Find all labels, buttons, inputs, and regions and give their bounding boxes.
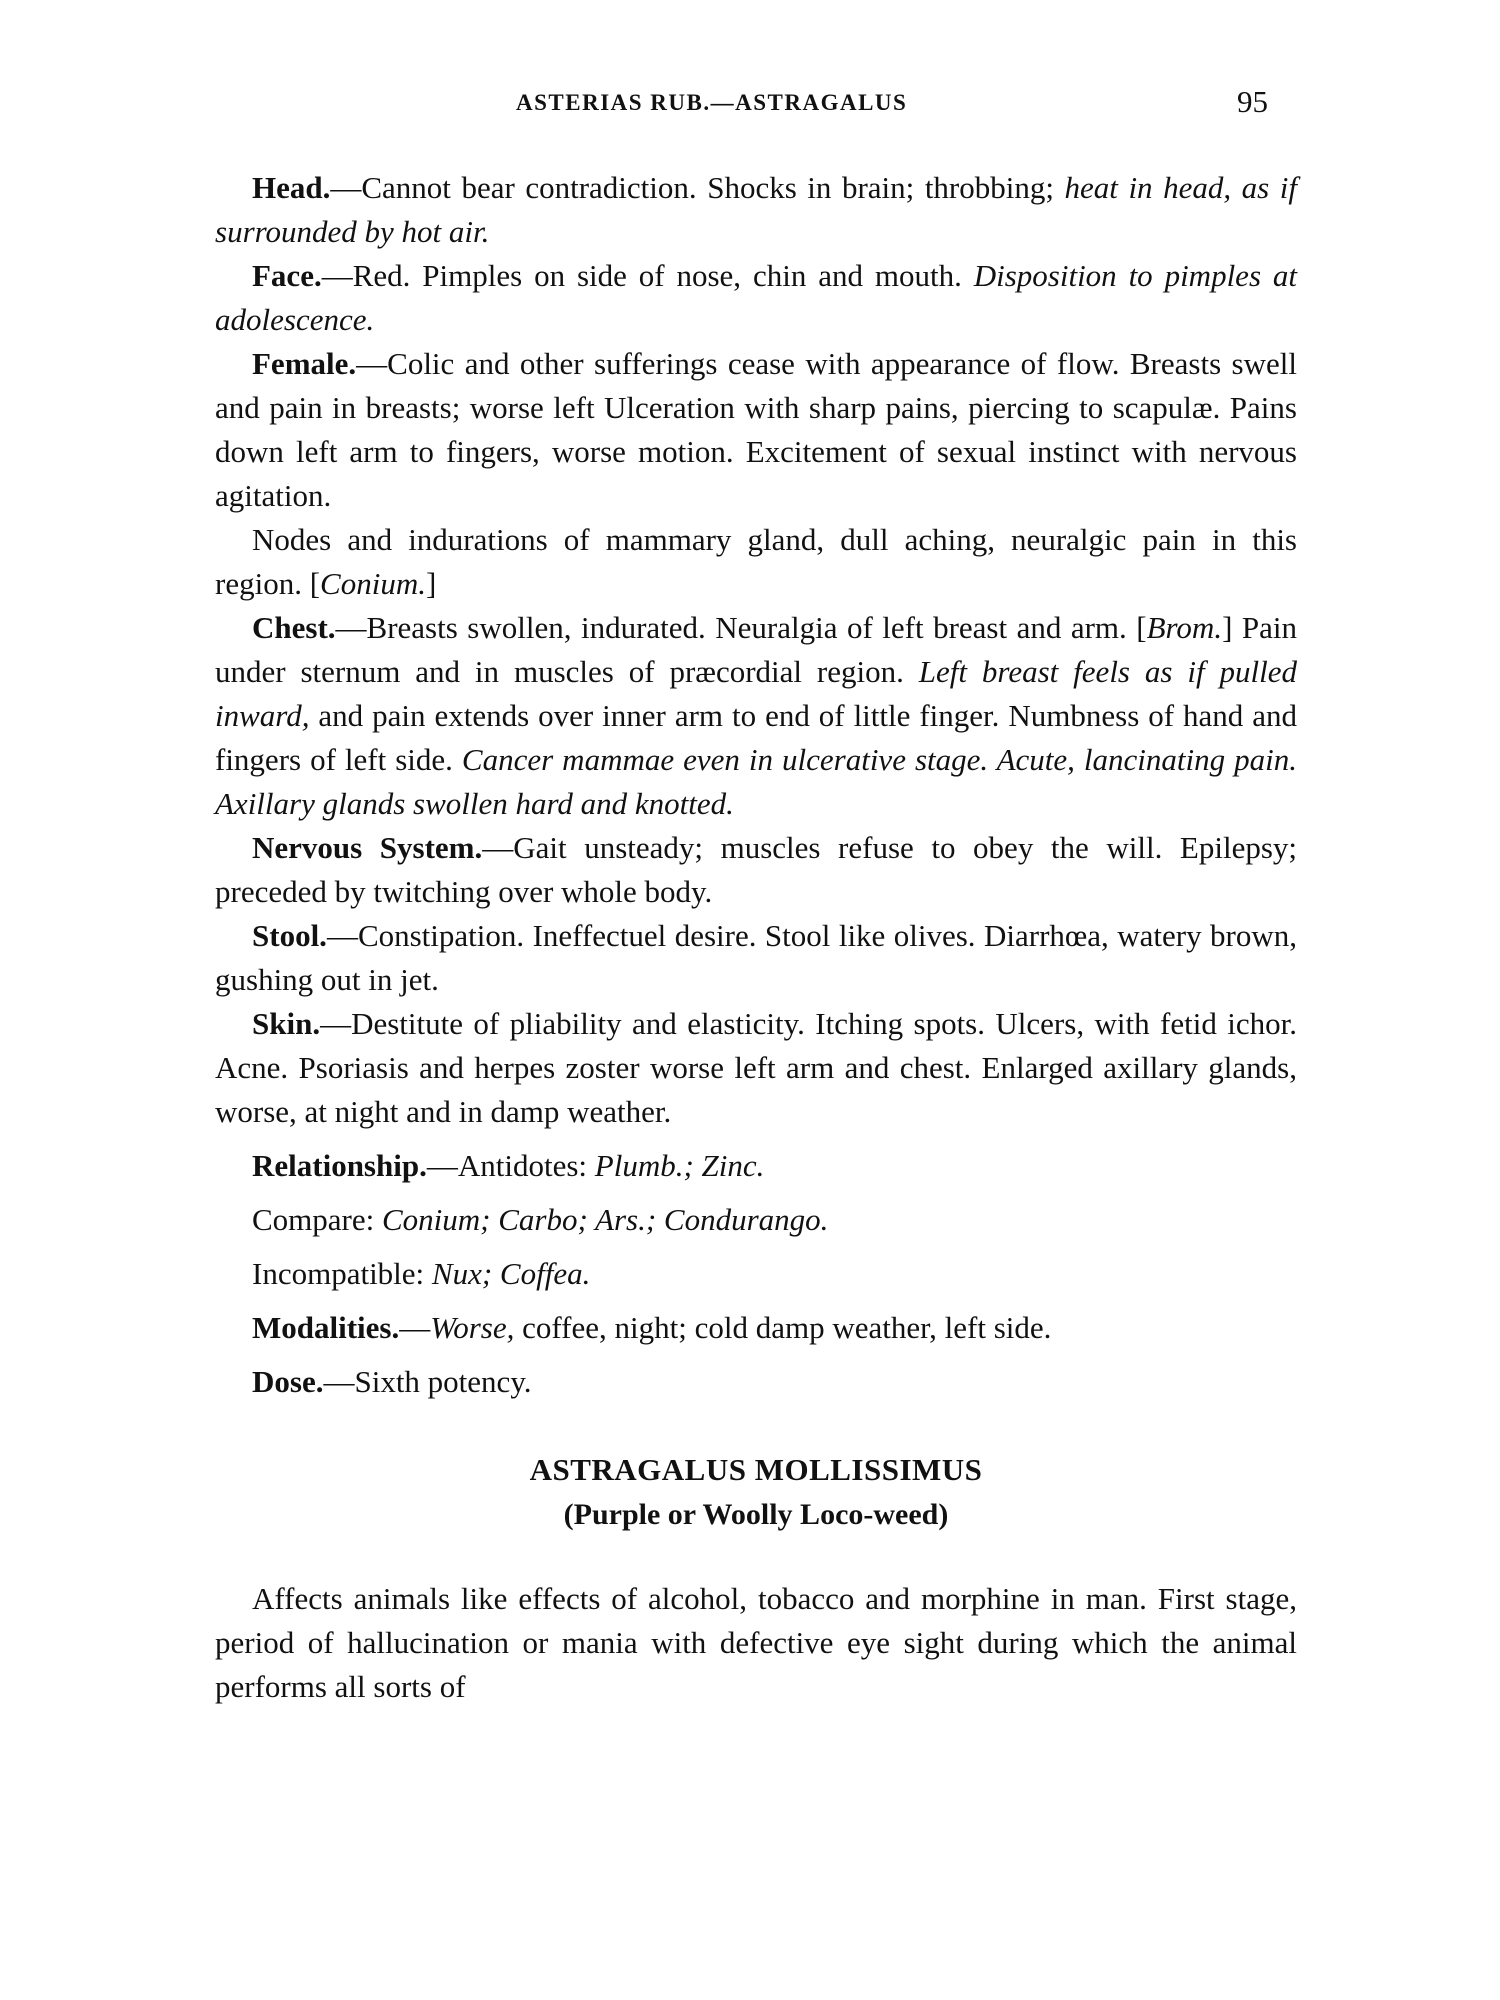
face-italic: Disposition to pimples at adolescence. — [215, 258, 1297, 337]
paragraph-modalities — [215, 1306, 1297, 1350]
paragraph-stool — [215, 914, 1297, 1002]
nodes-end: ] — [425, 566, 437, 601]
chest-text-3: and pain extends over inner arm to end of little finger. Numbness of hand and fingers of left side. — [215, 698, 1297, 777]
section-label-face: Face. — [252, 258, 322, 293]
paragraph-chest — [215, 606, 1297, 826]
paragraph-incompatible — [215, 1252, 1297, 1296]
paragraph-relationship — [215, 1144, 1297, 1188]
remedy-heading — [215, 1448, 1297, 1537]
incompatible-italic: Nux; Coffea. — [431, 1256, 591, 1291]
section-label-stool: Stool. — [252, 918, 327, 953]
modalities-text-2: coffee, night; cold damp weather, left side. — [514, 1310, 1052, 1345]
paragraph-astragalus-intro — [215, 1577, 1297, 1709]
section-label-nervous-system: Nervous System. — [252, 830, 483, 865]
chest-text-2: ] Pain under sternum and in muscles of præcordial region. — [215, 610, 1298, 689]
paragraph-nervous-system — [215, 826, 1297, 914]
stool-text: —Constipation. Ineffectuel desire. Stool like olives. Diarrhœa, watery brown, gushing out in jet. — [215, 918, 1297, 997]
nodes-italic: Conium. — [320, 566, 426, 601]
section-label-skin: Skin. — [252, 1006, 321, 1041]
section-label-head: Head. — [252, 170, 331, 205]
section-label-relationship: Relationship. — [252, 1148, 427, 1183]
running-title: ASTERIAS RUB.—ASTRAGALUS — [516, 90, 908, 115]
astragalus-intro-text: Affects animals like effects of alcohol, tobacco and morphine in man. First stage, period of hallucination or mania with defective eye sight during which the animal performs all sorts of — [215, 1581, 1297, 1704]
section-label-chest: Chest. — [252, 610, 336, 645]
compare-italic: Conium; Carbo; Ars.; Condurango. — [382, 1202, 829, 1237]
paragraph-compare — [215, 1198, 1297, 1242]
skin-text: —Destitute of pliability and elasticity. Itching spots. Ulcers, with fetid ichor. Acne. Psoriasis and herpes zoster worse left arm and chest. Enlarged axillary glands, worse, at night and in damp weather. — [215, 1006, 1297, 1129]
relationship-italic: Plumb.; Zinc. — [594, 1148, 765, 1183]
paragraph-head — [215, 166, 1297, 254]
paragraph-female — [215, 342, 1297, 518]
chest-italic-1: Brom. — [1146, 610, 1223, 645]
paragraph-nodes — [215, 518, 1297, 606]
chest-italic-2: Left breast feels as if pulled inward, — [215, 654, 1297, 733]
paragraph-face — [215, 254, 1297, 342]
head-italic: heat in head, as if surrounded by hot air. — [215, 170, 1297, 249]
modalities-italic: Worse, — [430, 1310, 515, 1345]
incompatible-text: Incompatible: — [252, 1256, 432, 1291]
nervous-text: —Gait unsteady; muscles refuse to obey the will. Epilepsy; preceded by twitching over whole body. — [215, 830, 1298, 909]
page-number: 95 — [1237, 84, 1268, 119]
running-head — [0, 84, 1500, 124]
modalities-text-1: — — [399, 1310, 431, 1345]
compare-text: Compare: — [252, 1202, 382, 1237]
chest-text-1: —Breasts swollen, indurated. Neuralgia of left breast and arm. [ — [335, 610, 1147, 645]
face-text: —Red. Pimples on side of nose, chin and mouth. — [321, 258, 974, 293]
dose-text: —Sixth potency. — [323, 1364, 532, 1399]
section-label-dose: Dose. — [252, 1364, 324, 1399]
female-text: —Colic and other sufferings cease with appearance of flow. Breasts swell and pain in breasts; worse left Ulceration with sharp pains, piercing to scapulæ. Pains down left arm to fingers, worse motion. Excitement of sexual instinct with nervous agitation. — [215, 346, 1297, 513]
paragraph-skin — [215, 1002, 1297, 1134]
nodes-text: Nodes and indurations of mammary gland, dull aching, neuralgic pain in this region. [ — [215, 522, 1297, 601]
page-body — [215, 166, 1297, 1709]
section-label-modalities: Modalities. — [252, 1310, 400, 1345]
remedy-title: ASTRAGALUS MOLLISSIMUS — [529, 1452, 983, 1487]
remedy-subtitle: (Purple or Woolly Loco-weed) — [563, 1498, 949, 1531]
paragraph-dose — [215, 1360, 1297, 1404]
head-text: —Cannot bear contradiction. Shocks in brain; throbbing; — [330, 170, 1065, 205]
relationship-text: —Antidotes: — [426, 1148, 595, 1183]
section-label-female: Female. — [252, 346, 357, 381]
chest-italic-3: Cancer mammae even in ulcerative stage. Acute, lancinating pain. Axillary glands swollen hard and knotted. — [215, 742, 1297, 821]
